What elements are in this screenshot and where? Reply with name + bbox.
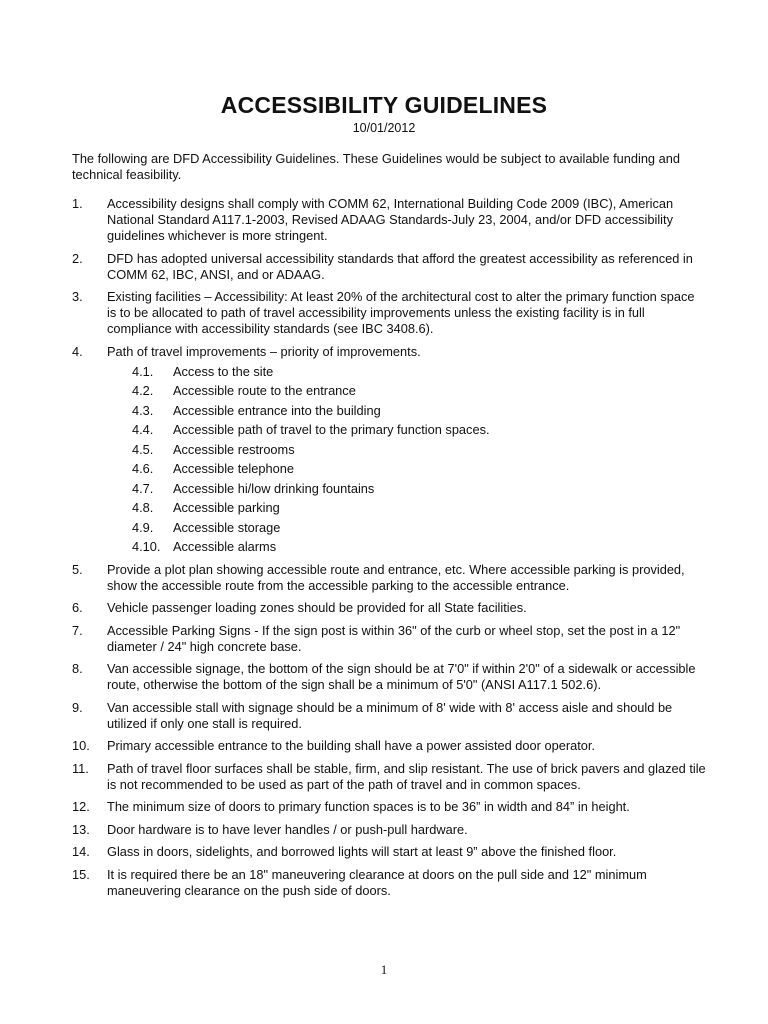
- list-item: [72, 799, 712, 815]
- sublist-item-text: Accessible parking: [173, 500, 280, 515]
- sublist-item-text: Accessible storage: [173, 519, 281, 535]
- list-item-text: Primary accessible entrance to the building shall have a power assisted door operator.: [107, 738, 595, 753]
- list-item-text: Path of travel improvements – priority of improvements.: [107, 343, 421, 359]
- list-item-text: DFD has adopted universal accessibility standards that afford the greatest accessibility as referenced in COMM 62, IBC, ANSI, and or ADAAG.: [107, 250, 693, 282]
- list-item-text: Path of travel floor surfaces shall be stable, firm, and slip resistant. The use of brick pavers and glazed tile is not recommended to be used as part of the path of travel and in common spaces.: [107, 760, 706, 792]
- list-item-number: 2.: [72, 250, 83, 266]
- sublist-item: [132, 520, 712, 536]
- sublist-item-number: 4.6.: [132, 461, 154, 476]
- sublist-item-text: Accessible path of travel to the primary function spaces.: [173, 422, 490, 437]
- list-item-text: Vehicle passenger loading zones should be provided for all State facilities.: [107, 600, 527, 615]
- list-item: [72, 289, 712, 337]
- list-item-number: 7.: [72, 622, 83, 638]
- list-item-text: Existing facilities – Accessibility: At least 20% of the architectural cost to alter the primary function space is to be allocated to path of travel accessibility improvements unless the existing facility is in full compliance with accessibility standards (see IBC 3408.6).: [107, 289, 695, 336]
- list-item-text: Van accessible signage, the bottom of the sign should be at 7'0" if within 2'0" of a sidewalk or accessible route, otherwise the bottom of the sign shall be a minimum of 5'0" (ANSI A117.1 502.6).: [107, 661, 696, 692]
- page-title: ACCESSIBILITY GUIDELINES: [220, 92, 548, 118]
- sublist-item-number: 4.1.: [132, 363, 154, 379]
- list-item-number: 1.: [72, 196, 83, 211]
- list-item: [72, 844, 712, 860]
- sublist-item-number: 4.4.: [132, 422, 154, 437]
- list-item-number: 10.: [72, 738, 90, 753]
- sublist-item-number: 4.9.: [132, 519, 154, 535]
- sublist-item: [132, 461, 712, 477]
- list-item-text: Accessible Parking Signs - If the sign post is within 36" of the curb or wheel stop, set the post in a 12" diameter / 24" high concrete base.: [107, 622, 681, 654]
- sublist-item: [132, 422, 712, 438]
- list-item-number: 11.: [72, 760, 89, 776]
- list-item-number: 4.: [72, 343, 83, 359]
- list-item-text: Accessibility designs shall comply with COMM 62, International Building Code 2009 (IBC), American National Standard A117.1-2003, Revised ADAAG Standards-July 23, 2004, and/or DFD accessibility guidelines whichever is more stringent.: [107, 196, 674, 243]
- sublist-item-text: Accessible alarms: [173, 539, 277, 554]
- list-item: [72, 251, 712, 283]
- list-item-number: 15.: [72, 866, 90, 882]
- list-item-text: Van accessible stall with signage should be a minimum of 8' wide with 8' access aisle and should be utilized if only one stall is required.: [107, 699, 673, 731]
- list-item: [72, 344, 712, 556]
- guidelines-list: [72, 196, 712, 905]
- sublist-item: [132, 539, 712, 555]
- list-item-text: Door hardware is to have lever handles / or push-pull hardware.: [107, 821, 468, 837]
- sublist-item-number: 4.2.: [132, 383, 154, 398]
- list-item-number: 3.: [72, 289, 83, 304]
- sublist-item: [132, 442, 712, 458]
- list-item: [72, 623, 712, 655]
- list-item: [72, 600, 712, 616]
- sublist-item: [132, 403, 712, 419]
- list-item: [72, 822, 712, 838]
- sublist-item-number: 4.5.: [132, 441, 154, 457]
- sublist-item: [132, 481, 712, 497]
- list-item-text: It is required there be an 18" maneuvering clearance at doors on the pull side and 12" minimum maneuvering clearance on the push side of doors.: [107, 866, 647, 898]
- document-date: 10/01/2012: [352, 121, 416, 135]
- list-item: [72, 700, 712, 732]
- list-item-number: 6.: [72, 600, 83, 615]
- sublist-item-text: Accessible entrance into the building: [173, 402, 381, 418]
- list-item-number: 5.: [72, 561, 83, 577]
- sublist-item: [132, 364, 712, 380]
- sublist-item: [132, 500, 712, 516]
- list-item-number: 14.: [72, 844, 90, 859]
- list-item: [72, 562, 712, 594]
- list-item: [72, 761, 712, 793]
- list-item: [72, 196, 712, 244]
- sublist-item-text: Access to the site: [173, 363, 274, 379]
- sublist-item-number: 4.7.: [132, 480, 154, 496]
- list-item: [72, 867, 712, 899]
- sublist-item-number: 4.10.: [132, 539, 161, 554]
- priority-sublist: [132, 364, 712, 556]
- list-item-number: 12.: [72, 799, 90, 814]
- page-number: 1: [380, 962, 388, 977]
- list-item-number: 13.: [72, 821, 90, 837]
- sublist-item-number: 4.8.: [132, 500, 154, 515]
- sublist-item-text: Accessible restrooms: [173, 441, 295, 457]
- sublist-item-number: 4.3.: [132, 402, 154, 418]
- sublist-item-text: Accessible telephone: [173, 461, 294, 476]
- sublist-item: [132, 383, 712, 399]
- list-item-text: Provide a plot plan showing accessible route and entrance, etc. Where accessible parking is provided, show the accessible route from the accessible parking to the accessible entrance.: [107, 561, 685, 593]
- sublist-item-text: Accessible route to the entrance: [173, 383, 356, 398]
- list-item-number: 9.: [72, 699, 83, 715]
- list-item-text: The minimum size of doors to primary function spaces is to be 36” in width and 84” in height.: [107, 799, 630, 814]
- list-item-number: 8.: [72, 661, 83, 676]
- list-item: [72, 738, 712, 754]
- sublist-item-text: Accessible hi/low drinking fountains: [173, 480, 375, 496]
- list-item: [72, 661, 712, 693]
- list-item-text: Glass in doors, sidelights, and borrowed lights will start at least 9” above the finished floor.: [107, 844, 617, 859]
- intro-paragraph: The following are DFD Accessibility Guidelines. These Guidelines would be subject to available funding and technical feasibility.: [72, 151, 680, 182]
